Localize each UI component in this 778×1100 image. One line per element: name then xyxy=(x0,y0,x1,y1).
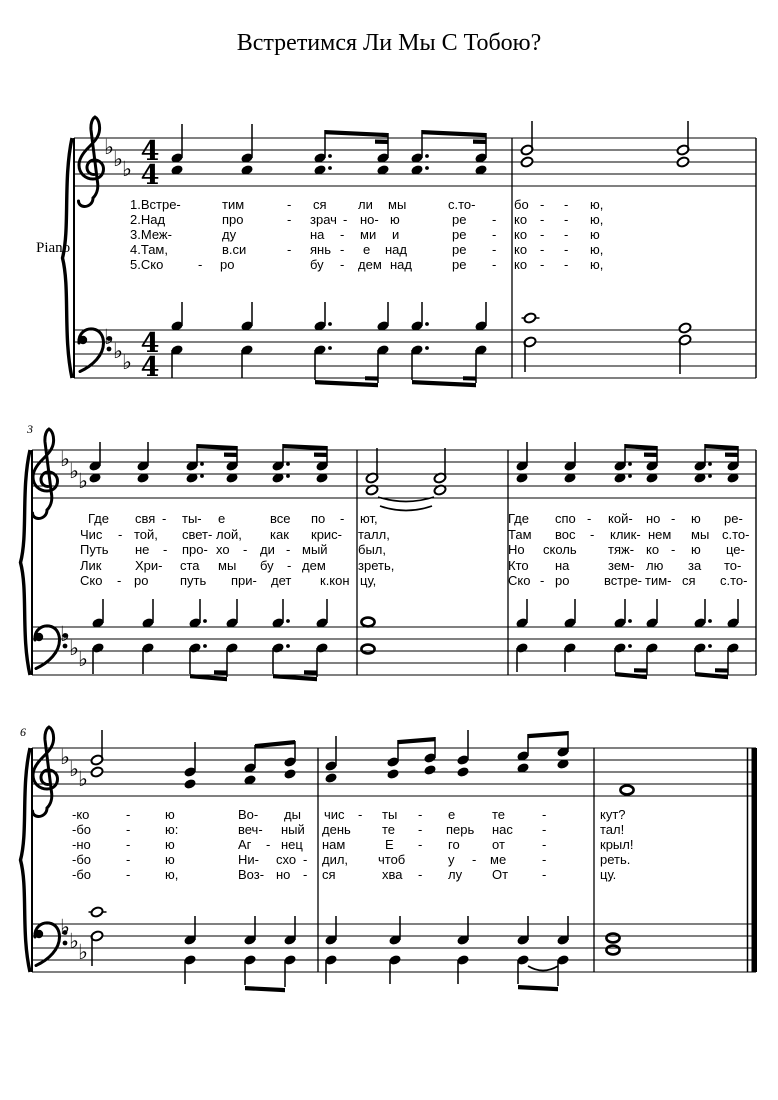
lyric-hyphen: - xyxy=(540,212,545,227)
lyric-syllable: бу xyxy=(260,557,274,573)
lyric-syllable: ре- xyxy=(724,511,743,526)
lyric-syllable: ю, xyxy=(590,257,604,272)
lyric-hyphen: - xyxy=(303,852,308,867)
lyric-hyphen: - xyxy=(542,822,547,837)
lyric-hyphen: - xyxy=(418,807,423,822)
lyric-syllable: реть. xyxy=(600,852,631,867)
lyric-syllable: Кто xyxy=(508,557,529,573)
lyric-syllable: чтоб xyxy=(378,852,406,867)
lyric-syllable: мы xyxy=(691,526,710,542)
lyric-hyphen: - xyxy=(418,867,423,882)
lyric-hyphen: - xyxy=(540,573,545,588)
lyric-hyphen: - xyxy=(564,197,569,212)
lyric-syllable: день xyxy=(322,822,351,837)
lyric-syllable: талл, xyxy=(358,526,390,542)
lyric-syllable: в.си xyxy=(222,242,247,257)
lyric-hyphen: - xyxy=(287,557,292,573)
svg-text:♭: ♭ xyxy=(78,647,88,671)
lyric-hyphen: - xyxy=(472,852,477,867)
lyric-syllable: крыл! xyxy=(600,837,634,852)
lyric-syllable: ю, xyxy=(165,867,179,882)
lyric-hyphen: - xyxy=(492,257,497,272)
lyric-syllable: кут? xyxy=(600,807,626,822)
lyric-syllable: на xyxy=(555,557,570,573)
lyric-syllable: -ко xyxy=(72,807,90,822)
lyric-syllable: про xyxy=(222,212,244,227)
svg-text:♭: ♭ xyxy=(78,940,88,964)
lyric-hyphen: - xyxy=(671,542,676,557)
lyric-syllable: го xyxy=(448,837,460,852)
lyric-syllable: Лик xyxy=(80,557,102,573)
lyric-hyphen: - xyxy=(540,257,545,272)
lyric-syllable: ко xyxy=(514,212,528,227)
lyric-syllable: Путь xyxy=(80,542,109,557)
lyric-syllable: ю xyxy=(165,852,175,867)
svg-text:♭: ♭ xyxy=(60,622,70,646)
lyric-syllable: к.кон xyxy=(320,573,350,588)
lyric-hyphen: - xyxy=(590,526,595,542)
lyric-syllable: Ско xyxy=(80,573,103,588)
lyric-syllable: Ско xyxy=(508,573,531,588)
lyric-syllable: те xyxy=(382,822,396,837)
lyric-syllable: с.то- xyxy=(722,526,750,542)
svg-text:♭: ♭ xyxy=(113,147,123,171)
lyric-syllable: ды xyxy=(284,807,301,822)
lyric-syllable: спо xyxy=(555,511,576,526)
lyric-syllable: ре xyxy=(452,212,467,227)
lyric-syllable: путь xyxy=(180,573,207,588)
lyric-hyphen: - xyxy=(126,867,131,882)
lyric-syllable: тим xyxy=(222,197,245,212)
lyric-hyphen: - xyxy=(340,511,345,526)
lyric-hyphen: - xyxy=(163,542,168,557)
svg-text:♭: ♭ xyxy=(69,459,79,483)
lyric-hyphen: - xyxy=(418,837,423,852)
lyric-hyphen: - xyxy=(340,227,345,242)
lyric-hyphen: - xyxy=(287,212,292,227)
lyric-syllable: но xyxy=(646,511,661,526)
lyric-hyphen: - xyxy=(492,227,497,242)
lyric-syllable: зем- xyxy=(608,557,635,573)
lyric-syllable: бо xyxy=(514,197,529,212)
lyric-syllable: ко xyxy=(646,542,660,557)
lyric-syllable: ты xyxy=(382,807,398,822)
lyric-hyphen: - xyxy=(671,511,676,526)
lyric-syllable: с.то- xyxy=(448,197,476,212)
lyric-syllable: тим- xyxy=(645,573,672,588)
svg-text:♭: ♭ xyxy=(69,929,79,953)
lyric-syllable: то- xyxy=(724,557,742,573)
lyric-hyphen: - xyxy=(126,807,131,822)
lyric-syllable: цу. xyxy=(600,867,617,882)
lyric-syllable: ся xyxy=(322,867,336,882)
lyric-hyphen: - xyxy=(564,227,569,242)
lyric-syllable: 2.Над xyxy=(130,212,166,227)
lyric-syllable: ди xyxy=(260,542,275,557)
lyric-syllable: зреть, xyxy=(358,557,395,573)
lyric-hyphen: - xyxy=(243,542,248,557)
lyric-syllable: веч- xyxy=(238,822,263,837)
svg-text:♭: ♭ xyxy=(78,767,88,791)
lyric-syllable: е xyxy=(363,242,371,257)
lyric-hyphen: - xyxy=(117,573,122,588)
lyric-hyphen: - xyxy=(542,807,547,822)
lyric-syllable: Воз- xyxy=(238,867,265,882)
svg-text:♭: ♭ xyxy=(104,135,114,159)
lyric-syllable: нас xyxy=(492,822,513,837)
lyric-syllable: ко xyxy=(514,257,528,272)
lyric-hyphen: - xyxy=(540,242,545,257)
svg-text:♭: ♭ xyxy=(60,915,70,939)
lyric-syllable: 3.Меж- xyxy=(130,227,172,242)
lyric-syllable: ли xyxy=(358,197,373,212)
lyric-hyphen: - xyxy=(542,867,547,882)
lyric-syllable: но- xyxy=(360,212,379,227)
lyric-hyphen: - xyxy=(564,257,569,272)
svg-text:♭: ♭ xyxy=(104,325,114,349)
instrument-label: Piano xyxy=(36,240,71,256)
lyric-syllable: От xyxy=(492,867,509,882)
lyric-hyphen: - xyxy=(540,227,545,242)
lyric-syllable: про- xyxy=(182,542,208,557)
lyric-syllable: той, xyxy=(134,526,158,542)
lyric-syllable: 5.Ско xyxy=(130,257,164,272)
lyric-syllable: Чис xyxy=(80,526,103,542)
lyric-syllable: все xyxy=(270,511,291,526)
lyric-syllable: свя xyxy=(135,511,156,526)
lyric-syllable: ре xyxy=(452,242,467,257)
lyric-syllable: ю, xyxy=(590,212,604,227)
lyric-hyphen: - xyxy=(198,257,203,272)
lyric-syllable: сколь xyxy=(543,542,577,557)
lyric-hyphen: - xyxy=(418,822,423,837)
score-title: Встретимся Ли Мы С Тобою? xyxy=(236,30,542,56)
lyric-syllable: кой- xyxy=(608,511,633,526)
lyric-syllable: ре xyxy=(452,227,467,242)
lyric-hyphen: - xyxy=(340,242,345,257)
lyric-syllable: как xyxy=(270,526,289,542)
lyric-hyphen: - xyxy=(340,257,345,272)
lyric-syllable: и xyxy=(392,227,400,242)
lyric-syllable: мый xyxy=(302,542,328,557)
lyric-syllable: ю, xyxy=(590,242,604,257)
lyric-syllable: тал! xyxy=(600,822,625,837)
svg-text:♭: ♭ xyxy=(113,339,123,363)
lyric-hyphen: - xyxy=(126,852,131,867)
lyric-syllable: Где xyxy=(508,511,529,526)
lyric-syllable: тяж- xyxy=(608,542,635,557)
lyric-syllable: ко xyxy=(514,227,528,242)
lyric-syllable: дем xyxy=(302,557,326,573)
lyric-syllable: -бо xyxy=(72,852,92,867)
lyric-hyphen: - xyxy=(564,242,569,257)
lyric-syllable: це- xyxy=(726,542,745,557)
lyric-syllable: за xyxy=(688,557,702,573)
lyric-syllable: ре xyxy=(452,257,467,272)
lyric-syllable: ме xyxy=(490,852,507,867)
lyric-syllable: не xyxy=(135,542,150,557)
svg-text:♭: ♭ xyxy=(60,447,70,471)
svg-text:4: 4 xyxy=(140,160,160,191)
svg-text:♭: ♭ xyxy=(60,745,70,769)
lyric-syllable: вос xyxy=(555,526,576,542)
lyric-syllable: ю xyxy=(691,511,701,526)
lyric-syllable: схо xyxy=(276,852,297,867)
lyric-syllable: Где xyxy=(88,511,109,526)
lyric-syllable: ю: xyxy=(165,822,179,837)
lyric-syllable: Аг xyxy=(238,837,252,852)
lyric-syllable: на xyxy=(310,227,325,242)
lyric-syllable: те xyxy=(492,807,506,822)
lyric-syllable: от xyxy=(492,837,505,852)
lyric-syllable: ный xyxy=(281,822,305,837)
lyric-syllable: у xyxy=(448,852,455,867)
lyric-syllable: над xyxy=(385,242,407,257)
lyric-syllable: мы xyxy=(218,557,237,573)
svg-text:4: 4 xyxy=(140,328,160,359)
svg-text:♭: ♭ xyxy=(78,469,88,493)
lyric-hyphen: - xyxy=(126,837,131,852)
lyric-hyphen: - xyxy=(303,867,308,882)
lyric-syllable: ю xyxy=(691,542,701,557)
lyric-syllable: ста xyxy=(180,557,200,573)
lyric-hyphen: - xyxy=(266,837,271,852)
lyric-syllable: -бо xyxy=(72,822,92,837)
lyric-syllable: 4.Там, xyxy=(130,242,168,257)
lyric-syllable: Во- xyxy=(238,807,259,822)
lyric-syllable: свет- xyxy=(182,526,213,542)
lyric-syllable: ко xyxy=(514,242,528,257)
lyric-hyphen: - xyxy=(542,852,547,867)
lyric-syllable: был, xyxy=(358,542,386,557)
lyric-syllable: е xyxy=(218,511,226,526)
lyric-syllable: крис- xyxy=(311,526,343,542)
lyric-syllable: мы xyxy=(388,197,407,212)
lyric-syllable: ро xyxy=(134,573,149,588)
lyric-hyphen: - xyxy=(287,197,292,212)
lyric-hyphen: - xyxy=(542,837,547,852)
lyric-syllable: ю xyxy=(390,212,400,227)
lyric-hyphen: - xyxy=(540,197,545,212)
lyric-syllable: зрач xyxy=(310,212,337,227)
lyric-syllable: бу xyxy=(310,257,324,272)
lyric-syllable: ю, xyxy=(590,197,604,212)
measure-number-6: 6 xyxy=(20,725,26,739)
svg-text:♭: ♭ xyxy=(69,636,79,660)
lyric-syllable: лой, xyxy=(216,526,242,542)
lyric-hyphen: - xyxy=(126,822,131,837)
lyric-syllable: цу, xyxy=(360,573,377,588)
lyric-syllable: ю xyxy=(590,227,600,242)
lyric-hyphen: - xyxy=(492,212,497,227)
lyric-syllable: дем xyxy=(358,257,382,272)
lyric-syllable: лу xyxy=(448,867,463,882)
lyric-hyphen: - xyxy=(564,212,569,227)
lyric-syllable: Е xyxy=(385,837,394,852)
lyric-syllable: ю xyxy=(165,837,175,852)
lyric-syllable: -но xyxy=(72,837,91,852)
lyric-hyphen: - xyxy=(492,242,497,257)
svg-text:4: 4 xyxy=(140,352,160,383)
lyric-syllable: ты- xyxy=(182,511,202,526)
lyric-syllable: Хри- xyxy=(135,557,163,573)
lyric-syllable: лю xyxy=(646,557,664,573)
lyric-syllable: ся xyxy=(682,573,696,588)
lyric-syllable: Но xyxy=(508,542,525,557)
lyric-syllable: по xyxy=(311,511,326,526)
lyric-syllable: ро xyxy=(555,573,570,588)
lyric-syllable: -бо xyxy=(72,867,92,882)
lyric-syllable: ду xyxy=(222,227,237,242)
lyric-syllable: хва xyxy=(382,867,403,882)
lyric-syllable: ми xyxy=(360,227,377,242)
lyric-syllable: ся xyxy=(313,197,327,212)
svg-text:4: 4 xyxy=(140,136,160,167)
lyric-syllable: клик- xyxy=(610,526,641,542)
lyric-syllable: нам xyxy=(322,837,346,852)
lyric-syllable: Ни- xyxy=(238,852,259,867)
lyric-hyphen: - xyxy=(587,511,592,526)
lyric-syllable: при- xyxy=(231,573,257,588)
lyric-syllable: но xyxy=(276,867,291,882)
lyric-syllable: ро xyxy=(220,257,235,272)
lyric-syllable: встре- xyxy=(604,573,643,588)
lyric-hyphen: - xyxy=(118,526,123,542)
lyric-syllable: янь xyxy=(310,242,331,257)
lyric-syllable: с.то- xyxy=(720,573,748,588)
lyric-syllable: дил, xyxy=(322,852,349,867)
lyric-hyphen: - xyxy=(358,807,363,822)
lyric-hyphen: - xyxy=(287,242,292,257)
lyric-hyphen: - xyxy=(286,542,291,557)
lyric-hyphen: - xyxy=(343,212,348,227)
svg-text:♭: ♭ xyxy=(122,157,132,181)
lyric-syllable: перь xyxy=(446,822,475,837)
lyric-syllable: нец xyxy=(281,837,303,852)
lyric-hyphen: - xyxy=(162,511,167,526)
lyric-syllable: нем xyxy=(648,526,672,542)
lyric-syllable: хо xyxy=(216,542,230,557)
svg-text:♭: ♭ xyxy=(69,757,79,781)
lyric-syllable: дет xyxy=(271,573,292,588)
lyric-syllable: е xyxy=(448,807,456,822)
lyric-syllable: чис xyxy=(324,807,345,822)
lyric-syllable: 1.Встре- xyxy=(130,197,181,212)
lyric-syllable: ют, xyxy=(360,511,378,526)
svg-text:♭: ♭ xyxy=(122,350,132,374)
measure-number-3: 3 xyxy=(27,422,33,436)
lyric-syllable: ю xyxy=(165,807,175,822)
lyric-syllable: Там xyxy=(508,526,532,542)
lyric-syllable: над xyxy=(390,257,412,272)
